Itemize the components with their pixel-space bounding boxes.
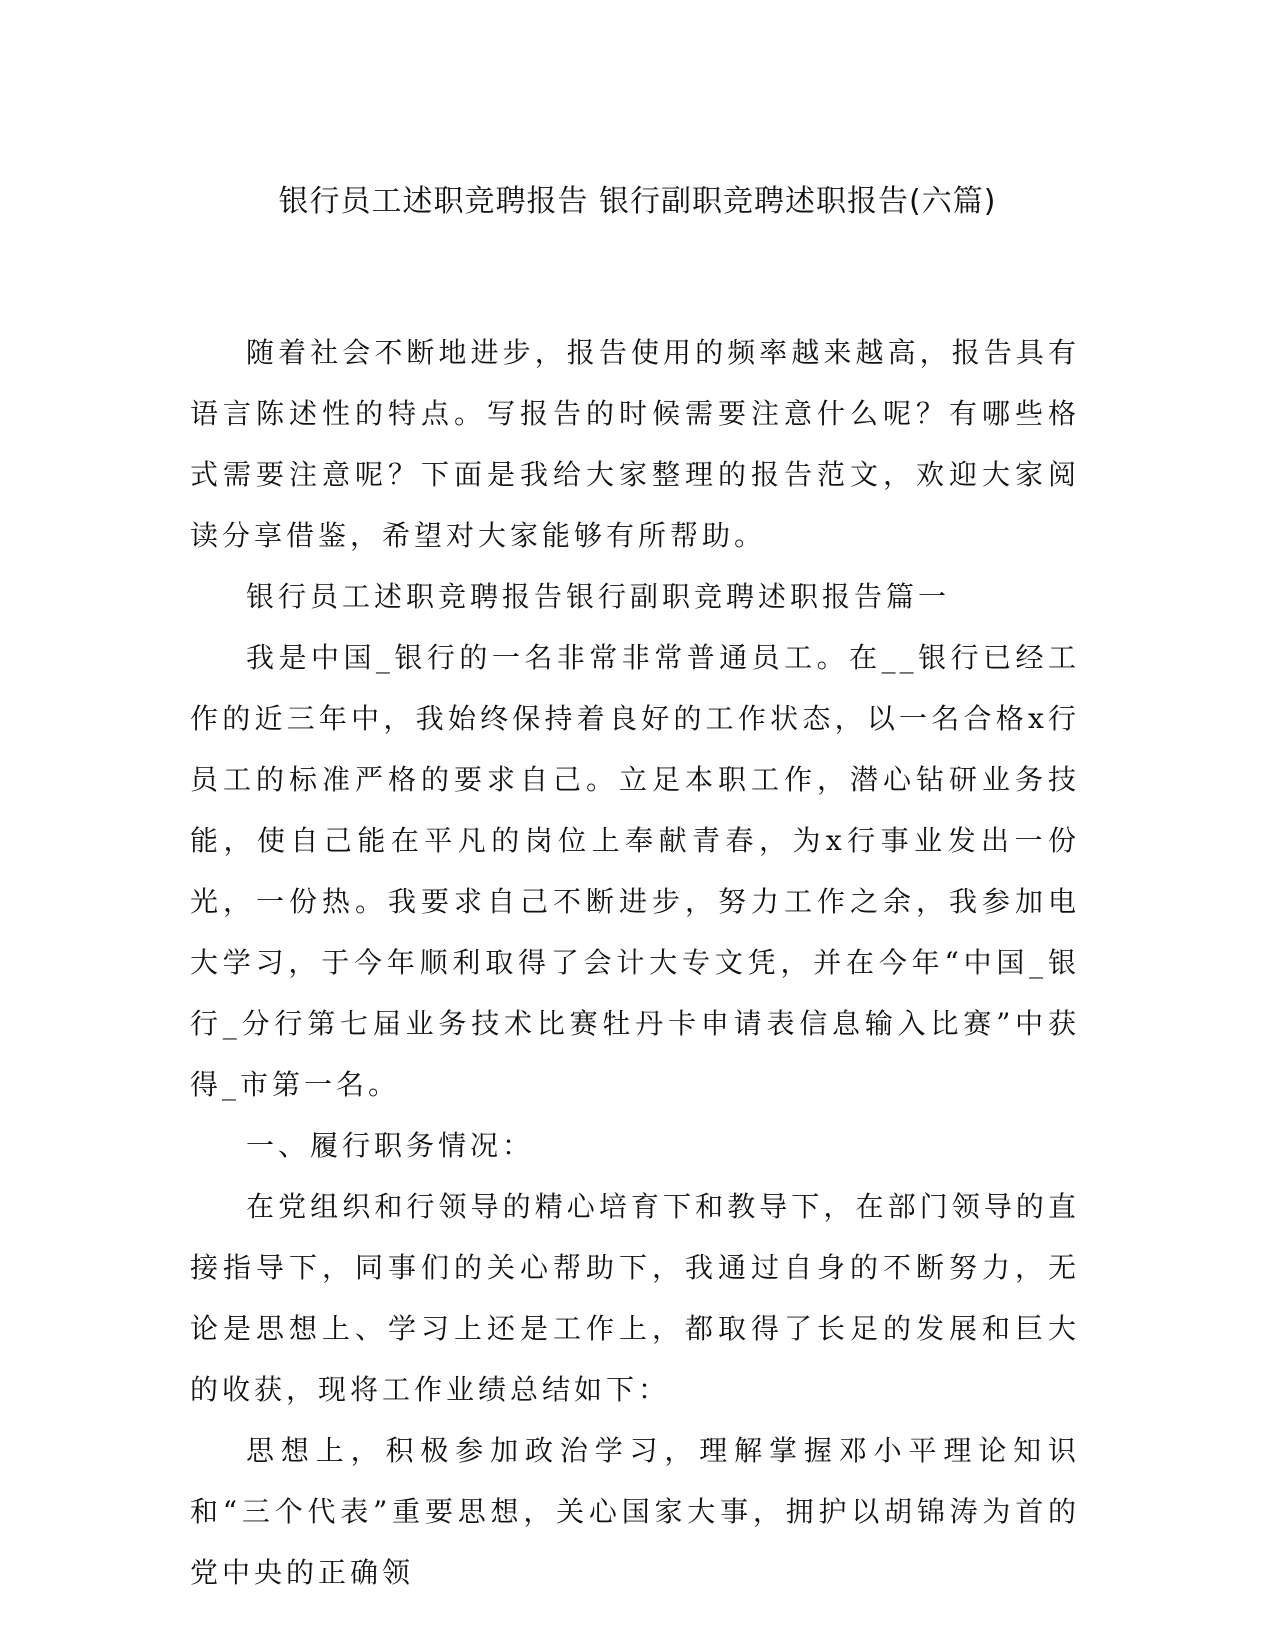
document-body bbox=[190, 322, 1080, 1603]
paragraph-work-summary: 在党组织和行领导的精心培育下和教导下，在部门领导的直接指导下，同事们的关心帮助下，我通过自身的不断努力，无论是思想上、学习上还是工作上，都取得了长足的发展和巨大的收获，现将工作业绩总结如下： bbox=[190, 1190, 1080, 1406]
paragraph-self-introduction: 我是中国_银行的一名非常非常普通员工。在__银行已经工作的近三年中，我始终保持着良好的工作状态，以一名合格x行员工的标准严格的要求自己。立足本职工作，潜心钻研业务技能，使自己能在平凡的岗位上奉献青春，为x行事业发出一份光，一份热。我要求自己不断进步，努力工作之余，我参加电大学习，于今年顺利取得了会计大专文凭，并在今年“中国_银行_分行第七届业务技术比赛牡丹卡申请表信息输入比赛”中获得_市第一名。 bbox=[190, 641, 1080, 1101]
paragraph-ideology: 思想上，积极参加政治学习，理解掌握邓小平理论知识和“三个代表”重要思想，关心国家大事，拥护以胡锦涛为首的党中央的正确领 bbox=[190, 1434, 1080, 1589]
document-title: 银行员工述职竞聘报告 银行副职竞聘述职报告(六篇) bbox=[278, 184, 997, 219]
paragraph-section-heading: 银行员工述职竞聘报告银行副职竞聘述职报告篇一 bbox=[246, 580, 951, 613]
paragraph-intro: 随着社会不断地进步，报告使用的频率越来越高，报告具有语言陈述性的特点。写报告的时候需要注意什么呢？有哪些格式需要注意呢？下面是我给大家整理的报告范文，欢迎大家阅读分享借鉴，希望对大家能够有所帮助。 bbox=[190, 336, 1080, 552]
paragraph-duty-heading: 一、履行职务情况： bbox=[246, 1129, 535, 1162]
